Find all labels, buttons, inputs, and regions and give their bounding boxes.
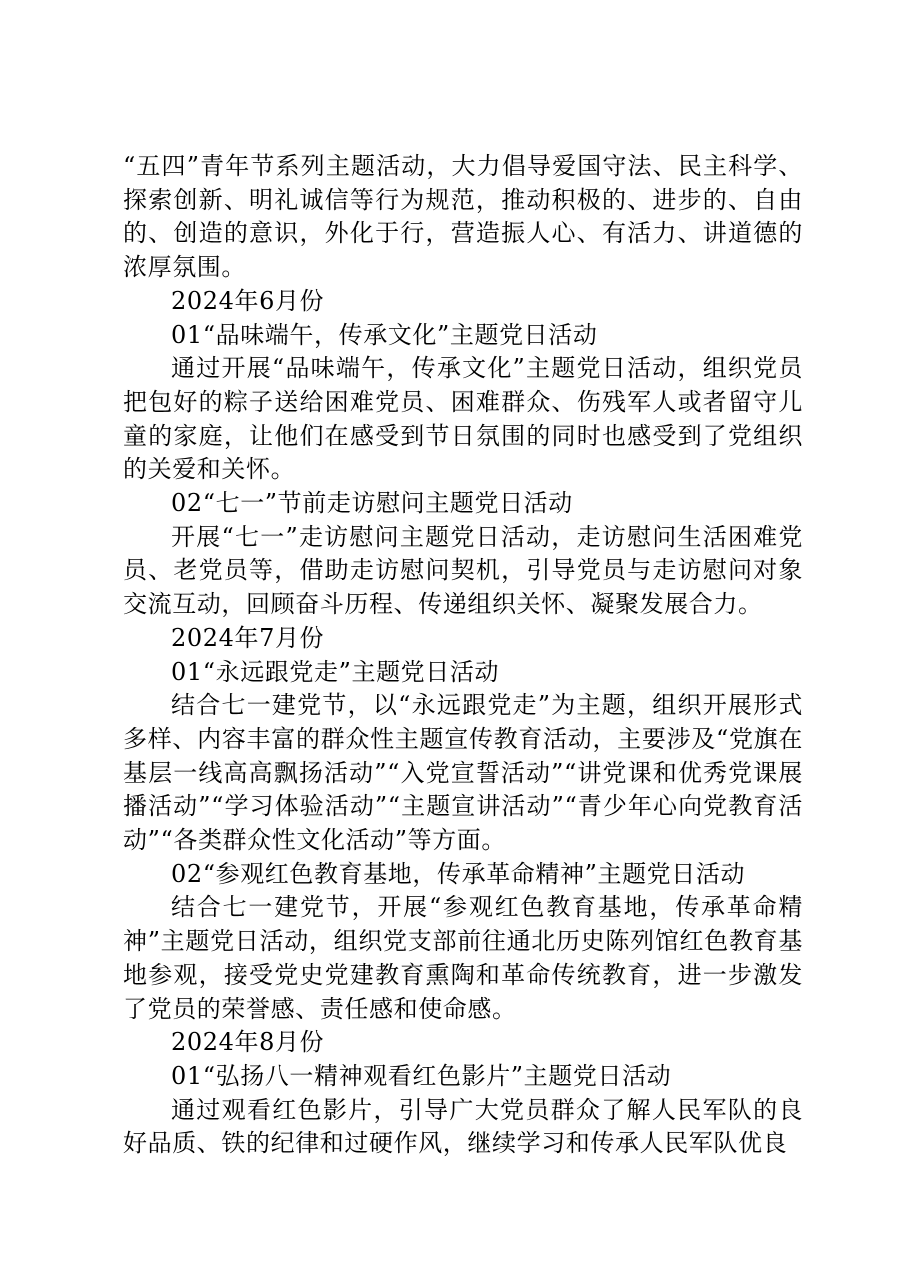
activity-heading: 01“弘扬八一精神观看红色影片”主题党日活动	[171, 1061, 672, 1090]
month-heading-july: 2024年7月份	[171, 623, 325, 652]
activity-heading: 01“永远跟党走”主题党日活动	[171, 657, 500, 686]
paragraph-continued: “五四”青年节系列主题活动，大力倡导爱国守法、民主科学、探索创新、明礼诚信等行为规范，推动积极的、进步的、自由的、创造的意识，外化于行，营造振人心、有活力、讲道德的浓厚氛围。	[123, 152, 803, 282]
activity-heading: 01“品味端午，传承文化”主题党日活动	[171, 320, 598, 349]
activity-paragraph: 通过开展“品味端午，传承文化”主题党日活动，组织党员把包好的粽子送给困难党员、困难群众、伤残军人或者留守儿童的家庭，让他们在感受到节日氛围的同时也感受到了党组织的关爱和关怀。	[123, 354, 803, 484]
activity-paragraph: 通过观看红色影片，引导广大党员群众了解人民军队的良好品质、铁的纪律和过硬作风，继续学习和传承人民军队优良	[123, 1095, 803, 1158]
activity-paragraph: 结合七一建党节，开展“参观红色教育基地，传承革命精神”主题党日活动，组织党支部前往通北历史陈列馆红色教育基地参观，接受党史党建教育熏陶和革命传统教育，进一步激发了党员的荣誉感、责任感和使命感。	[123, 893, 803, 1023]
activity-paragraph: 结合七一建党节，以“永远跟党走”为主题，组织开展形式多样、内容丰富的群众性主题宣传教育活动，主要涉及“党旗在基层一线高高飘扬活动”“入党宣誓活动”“讲党课和优秀党课展播活动”“学习体验活动”“主题宣讲活动”“青少年心向党教育活动”“各类群众性文化活动”等方面。	[123, 691, 803, 855]
activity-heading: 02“七一”节前走访慰问主题党日活动	[171, 489, 573, 518]
month-heading-august: 2024年8月份	[171, 1028, 325, 1057]
month-heading-june: 2024年6月份	[171, 286, 325, 315]
activity-paragraph: 开展“七一”走访慰问主题党日活动，走访慰问生活困难党员、老党员等，借助走访慰问契机，引导党员与走访慰问对象交流互动，回顾奋斗历程、传递组织关怀、凝聚发展合力。	[123, 522, 803, 619]
document-body	[123, 150, 803, 1161]
activity-heading: 02“参观红色教育基地，传承革命精神”主题党日活动	[171, 859, 746, 888]
